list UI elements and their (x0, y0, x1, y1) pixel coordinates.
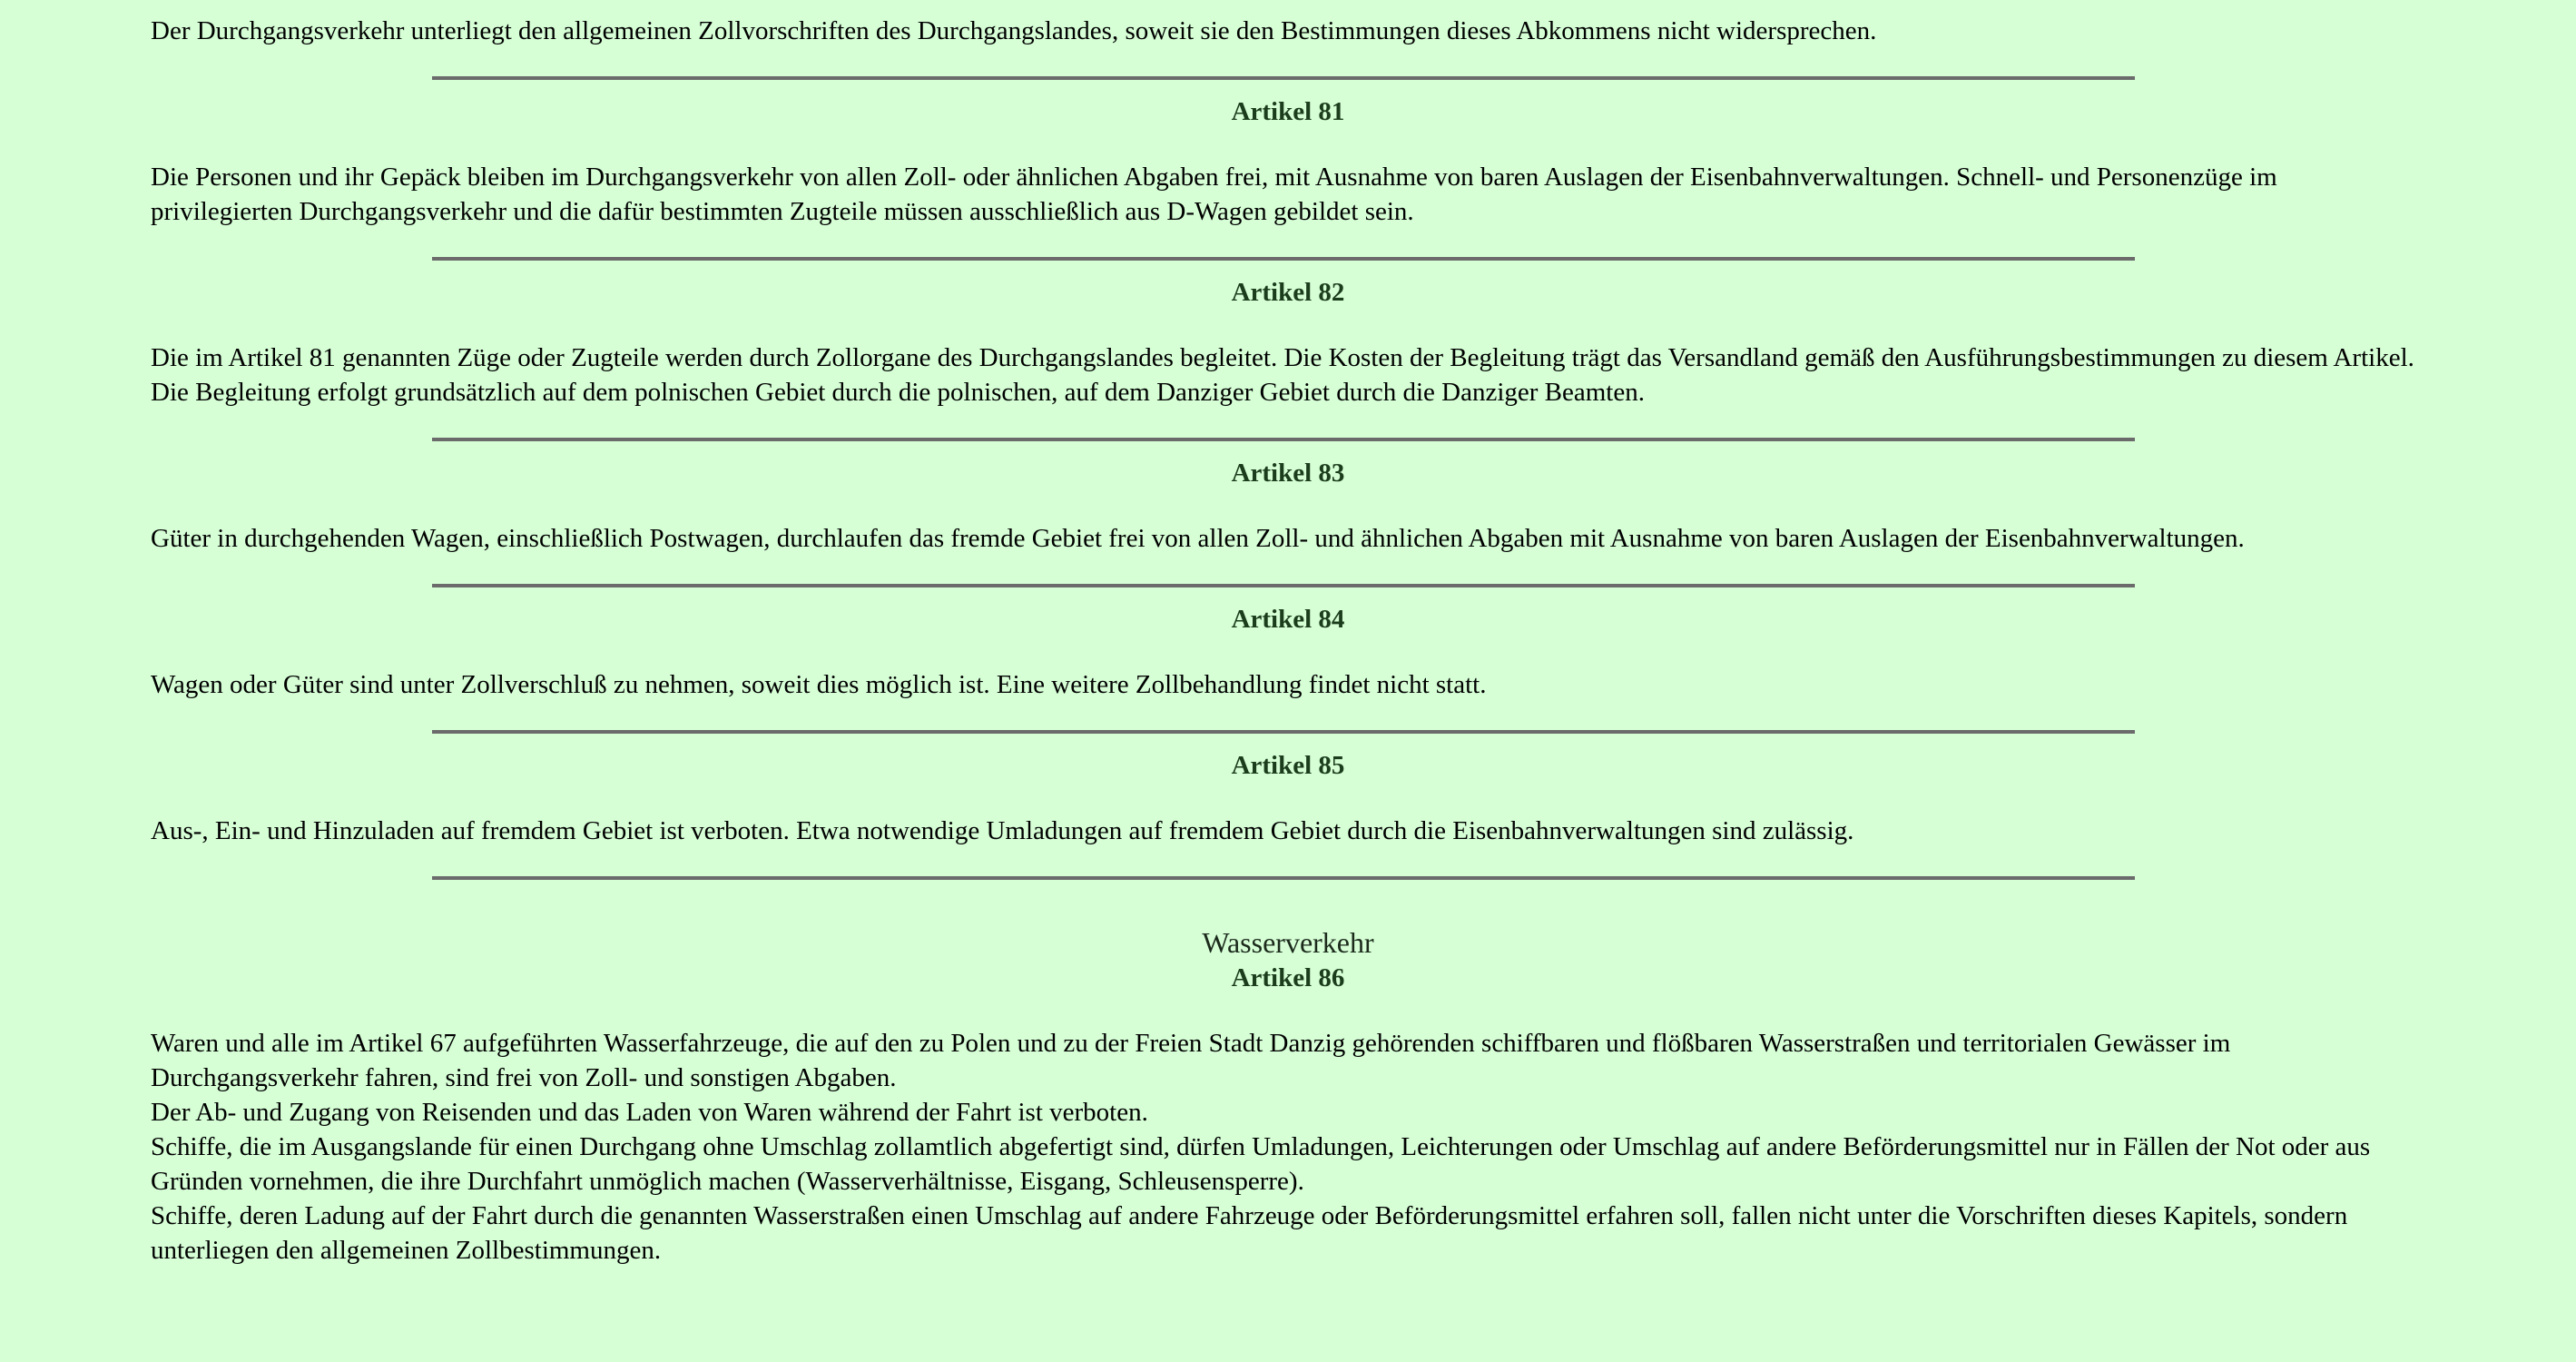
article-paragraph: Güter in durchgehenden Wagen, einschließlich Postwagen, durchlaufen das fremde Gebiet frei von allen Zoll- und ähnlichen Abgaben mit Ausnahme von baren Auslagen der Eisenbahnverwaltungen. (151, 524, 2245, 553)
article-paragraph: Schiffe, die im Ausgangslande für einen Durchgang ohne Umschlag zollamtlich abgefertigt sind, dürfen Umladungen, Leichterungen oder Umschlag auf andere Beförderungsmittel nur in Fällen der Not oder aus Gründen vornehmen, die ihre Durchfahrt unmöglich machen (Wasserverhältnisse, Eisgang, Schleusensperre). (151, 1132, 2371, 1196)
article-paragraph: Die im Artikel 81 genannten Züge oder Zugteile werden durch Zollorgane des Durchgangslandes begleitet. Die Kosten der Begleitung trägt das Versandland gemäß den Ausführungsbestimmungen zu diesem Artikel. (151, 343, 2414, 372)
article-83 (151, 456, 2425, 556)
divider (432, 257, 2135, 261)
divider (432, 584, 2135, 587)
article-heading: Artikel 84 (1231, 605, 1345, 634)
article-paragraph: Aus-, Ein- und Hinzuladen auf fremdem Gebiet ist verboten. Etwa notwendige Umladungen auf fremdem Gebiet durch die Eisenbahnverwaltungen sind zulässig. (151, 816, 1854, 845)
article-paragraph: Die Begleitung erfolgt grundsätzlich auf dem polnischen Gebiet durch die polnischen, auf dem Danziger Gebiet durch die Danziger Beamten. (151, 378, 1645, 407)
article-paragraph: Die Personen und ihr Gepäck bleiben im Durchgangsverkehr von allen Zoll- oder ähnlichen Abgaben frei, mit Ausnahme von baren Auslagen der Eisenbahnverwaltungen. Schnell- und Personenzüge im privilegierten Durchgangsverkehr und die dafür bestimmten Zugteile müssen ausschließlich aus D-Wagen gebildet sein. (151, 163, 2277, 226)
section-wasserverkehr (151, 924, 2425, 1268)
article-85 (151, 748, 2425, 848)
section-title: Wasserverkehr (1202, 926, 1374, 959)
intro-paragraph: Der Durchgangsverkehr unterliegt den allgemeinen Zollvorschriften des Durchgangslandes, soweit sie den Bestimmungen dieses Abkommens nicht widersprechen. (151, 16, 1877, 45)
article-heading: Artikel 83 (1231, 459, 1345, 488)
article-heading: Artikel 81 (1231, 97, 1345, 126)
article-paragraph: Wagen oder Güter sind unter Zollverschluß zu nehmen, soweit dies möglich ist. Eine weitere Zollbehandlung findet nicht statt. (151, 670, 1487, 699)
article-81 (151, 94, 2425, 229)
article-heading: Artikel 85 (1231, 751, 1345, 780)
article-paragraph: Schiffe, deren Ladung auf der Fahrt durch die genannten Wasserstraßen einen Umschlag auf andere Fahrzeuge oder Beförderungsmittel erfahren soll, fallen nicht unter die Vorschriften dieses Kapitels, sondern unterliegen den allgemeinen Zollbestimmungen. (151, 1201, 2348, 1265)
article-paragraph: Der Ab- und Zugang von Reisenden und das Laden von Waren während der Fahrt ist verboten. (151, 1098, 1148, 1127)
divider (432, 438, 2135, 441)
article-84 (151, 602, 2425, 702)
article-heading: Artikel 82 (1231, 278, 1345, 307)
divider (432, 730, 2135, 734)
article-heading: Artikel 86 (1231, 963, 1345, 992)
divider (432, 76, 2135, 80)
article-82 (151, 275, 2425, 410)
article-paragraph: Waren und alle im Artikel 67 aufgeführten Wasserfahrzeuge, die auf den zu Polen und zu der Freien Stadt Danzig gehörenden schiffbaren und flößbaren Wasserstraßen und territorialen Gewässer im Durchgangsverkehr fahren, sind frei von Zoll- und sonstigen Abgaben. (151, 1029, 2231, 1092)
divider (432, 876, 2135, 880)
